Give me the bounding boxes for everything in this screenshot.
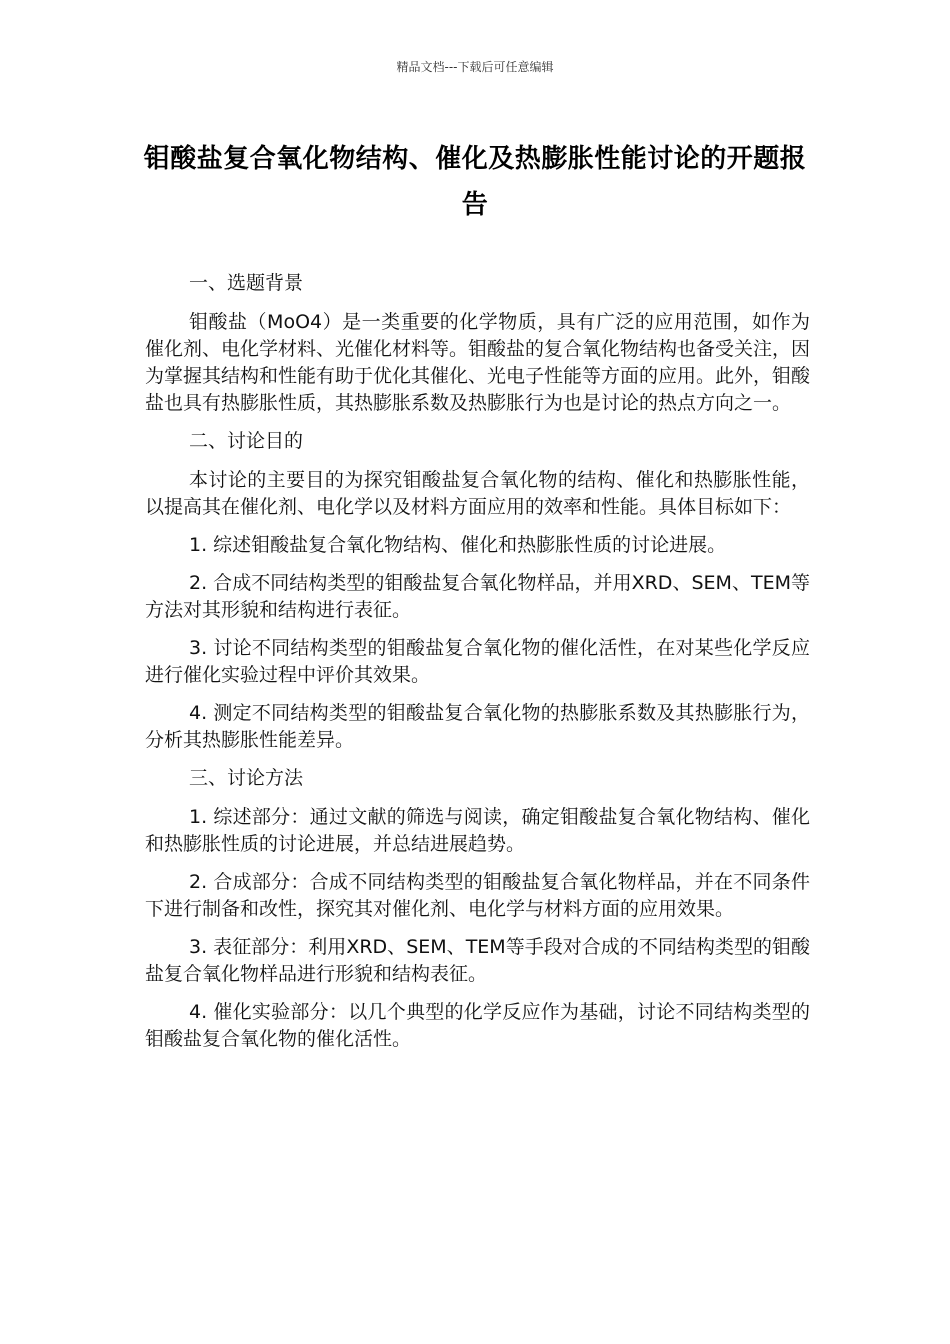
list-item-method-2: 2. 合成部分：合成不同结构类型的钼酸盐复合氧化物样品，并在不同条件下进行制备和改性，探究其对催化剂、电化学与材料方面的应用效果。: [145, 871, 810, 920]
list-item-method-3: 3. 表征部分：利用XRD、SEM、TEM等手段对合成的不同结构类型的钼酸盐复合氧化物样品进行形貌和结构表征。: [145, 936, 810, 985]
document-title: 钼酸盐复合氧化物结构、催化及热膨胀性能讨论的开题报告: [143, 144, 807, 220]
list-item-purpose-3: 3. 讨论不同结构类型的钼酸盐复合氧化物的催化活性，在对某些化学反应进行催化实验过程中评价其效果。: [145, 637, 810, 686]
paragraph-background: 钼酸盐（MoO4）是一类重要的化学物质，具有广泛的应用范围，如作为催化剂、电化学材料、光催化材料等。钼酸盐的复合氧化物结构也备受关注，因为掌握其结构和性能有助于优化其催化、光电子性能等方面的应用。此外，钼酸盐也具有热膨胀性质，其热膨胀系数及热膨胀行为也是讨论的热点方向之一。: [145, 311, 811, 414]
list-item-purpose-2: 2. 合成不同结构类型的钼酸盐复合氧化物样品，并用XRD、SEM、TEM等方法对其形貌和结构进行表征。: [145, 572, 810, 621]
list-item-method-1: 1. 综述部分：通过文献的筛选与阅读，确定钼酸盐复合氧化物结构、催化和热膨胀性质的讨论进展，并总结进展趋势。: [145, 806, 810, 855]
page-header: 精品文档---下载后可任意编辑: [396, 60, 554, 74]
document-body: [145, 270, 810, 1064]
section-heading-methods: 三、讨论方法: [189, 767, 304, 789]
paragraph-purpose-intro: 本讨论的主要目的为探究钼酸盐复合氧化物的结构、催化和热膨胀性能，以提高其在催化剂、电化学以及材料方面应用的效率和性能。具体目标如下：: [145, 469, 810, 518]
list-item-purpose-4: 4. 测定不同结构类型的钼酸盐复合氧化物的热膨胀系数及其热膨胀行为，分析其热膨胀性能差异。: [145, 702, 810, 751]
section-heading-purpose: 二、讨论目的: [189, 430, 304, 452]
list-item-purpose-1: 1. 综述钼酸盐复合氧化物结构、催化和热膨胀性质的讨论进展。: [189, 534, 727, 556]
section-heading-background: 一、选题背景: [189, 272, 304, 294]
list-item-method-4: 4. 催化实验部分：以几个典型的化学反应作为基础，讨论不同结构类型的钼酸盐复合氧化物的催化活性。: [145, 1001, 810, 1050]
